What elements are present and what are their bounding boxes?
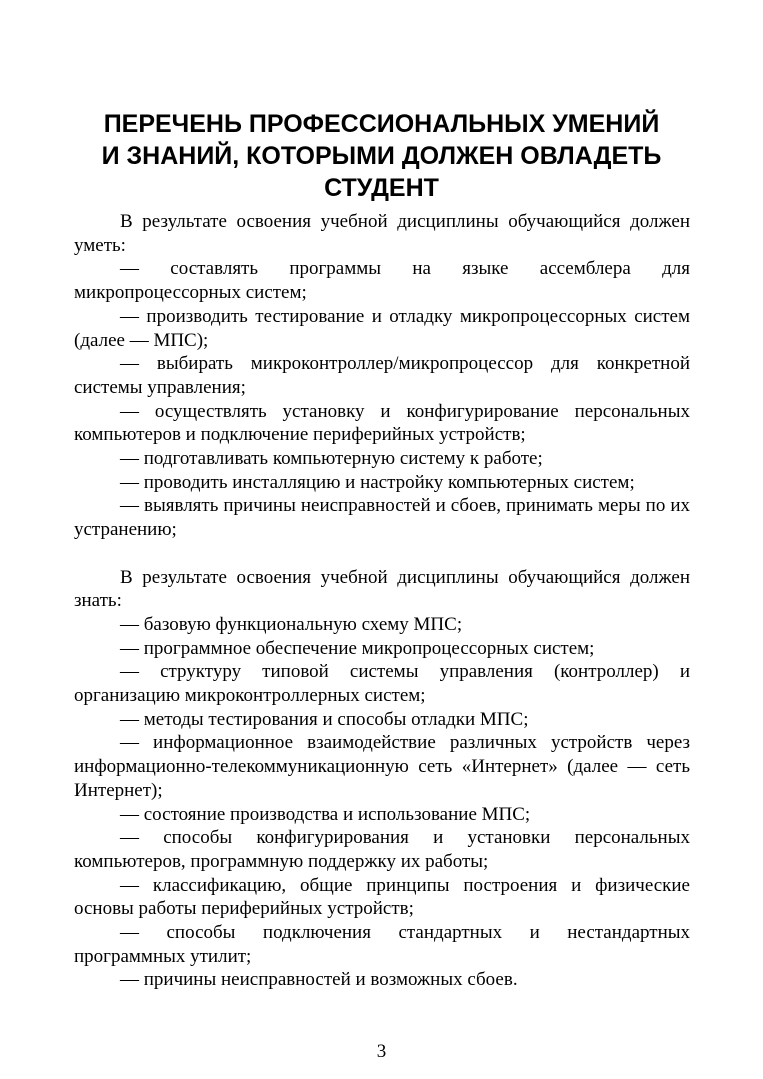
skills-intro: В результате освоения учебной дисциплины обучающийся должен уметь: [74, 211, 690, 256]
skills-item: — составлять программы на языке ассемблера для микропроцессорных систем; [74, 258, 690, 304]
skills-item: — выбирать микроконтроллер/микропроцессор для конкретной системы управления; [74, 353, 690, 398]
knowledge-item: — информационное взаимодействие различных устройств через информационно-телекоммуникационную сеть «Интернет» (далее — сеть Интернет); [74, 732, 690, 801]
document-body [74, 210, 690, 992]
knowledge-section [74, 566, 690, 993]
skills-item: — выявлять причины неисправностей и сбоев, принимать меры по их устранению; [74, 495, 690, 541]
knowledge-item: — способы конфигурирования и установки персональных компьютеров, программную поддержку их работы; [74, 827, 690, 872]
knowledge-item: — классификацию, общие принципы построения и физические основы работы периферийных устройств; [74, 874, 690, 920]
page-number: 3 [376, 1041, 387, 1062]
title-line: И ЗНАНИЙ, КОТОРЫМИ ДОЛЖЕН ОВЛАДЕТЬ [101, 142, 662, 170]
skills-item: — производить тестирование и отладку микропроцессорных систем (далее — МПС); [74, 305, 690, 351]
knowledge-item: — причины неисправностей и возможных сбоев. [120, 969, 518, 991]
skills-item: — проводить инсталляцию и настройку компьютерных систем; [120, 471, 635, 493]
skills-section [74, 210, 690, 542]
title-line: СТУДЕНТ [324, 174, 439, 202]
skills-item: — подготавливать компьютерную систему к работе; [120, 448, 543, 470]
knowledge-item: — структуру типовой системы управления (контроллер) и организацию микроконтроллерных систем; [74, 661, 690, 707]
page-title [60, 108, 703, 204]
skills-item: — осуществлять установку и конфигурирование персональных компьютеров и подключение периферийных устройств; [74, 400, 690, 446]
knowledge-item: — программное обеспечение микропроцессорных систем; [120, 637, 595, 659]
knowledge-item: — методы тестирования и способы отладки МПС; [120, 708, 529, 730]
knowledge-item: — базовую функциональную схему МПС; [120, 613, 463, 635]
knowledge-intro: В результате освоения учебной дисциплины обучающийся должен знать: [74, 566, 690, 612]
knowledge-item: — способы подключения стандартных и нестандартных программных утилит; [74, 922, 690, 967]
title-line: ПЕРЕЧЕНЬ ПРОФЕССИОНАЛЬНЫХ УМЕНИЙ [103, 110, 660, 138]
section-spacer [74, 542, 690, 566]
knowledge-item: — состояние производства и использование МПС; [120, 803, 531, 825]
